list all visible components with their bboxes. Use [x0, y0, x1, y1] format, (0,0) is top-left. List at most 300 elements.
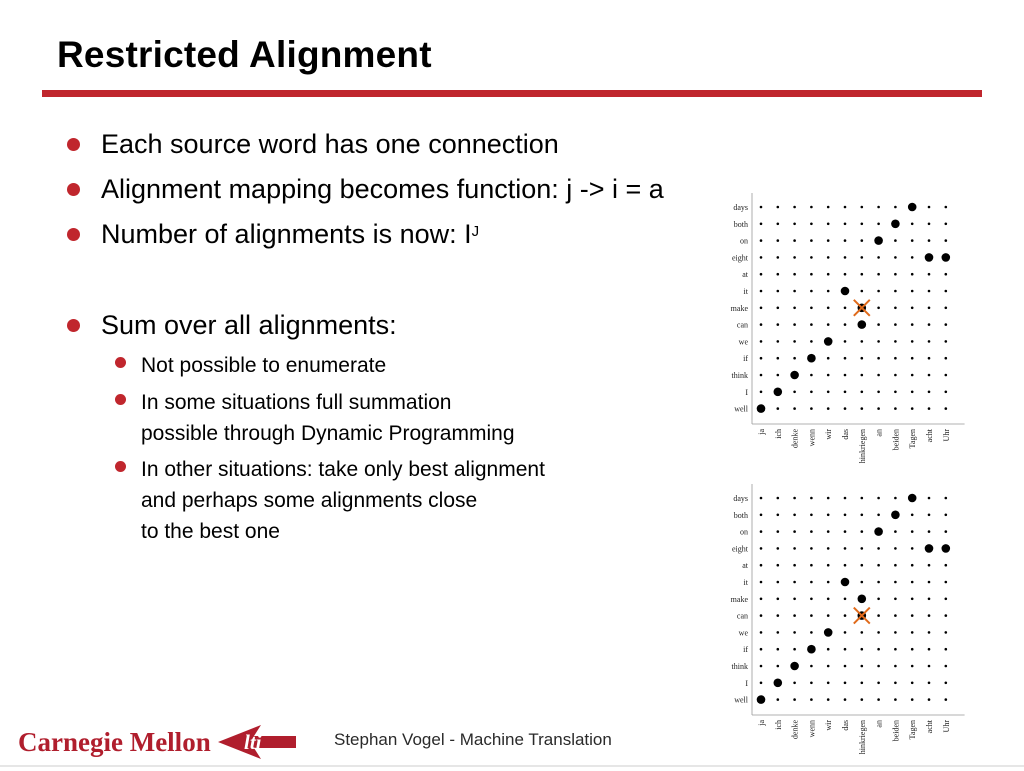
- grid-dot: [877, 206, 880, 209]
- source-word-label: wenn: [807, 429, 817, 447]
- grid-dot: [827, 206, 830, 209]
- grid-dot: [928, 223, 931, 226]
- bullet-dot-icon: [115, 394, 126, 405]
- bullet-text: Alignment mapping becomes function: j -> i = a: [101, 174, 664, 204]
- grid-dot: [777, 273, 780, 276]
- source-word-label: ja: [757, 720, 766, 726]
- grid-dot: [945, 290, 948, 293]
- grid-dot: [827, 530, 830, 533]
- grid-dot: [894, 581, 897, 584]
- grid-dot: [827, 497, 830, 500]
- grid-dot: [810, 206, 813, 209]
- alignment-matrix: [704, 193, 966, 475]
- target-word-label: can: [736, 320, 748, 330]
- alignment-matrix: [704, 484, 966, 766]
- grid-dot: [945, 323, 948, 326]
- grid-dot: [777, 648, 780, 651]
- grid-dot: [877, 698, 880, 701]
- grid-dot: [945, 648, 948, 651]
- target-word-label: both: [733, 510, 748, 520]
- grid-dot: [945, 273, 948, 276]
- source-word-label: ich: [773, 720, 783, 730]
- target-word-label: make: [730, 303, 748, 313]
- grid-dot: [877, 665, 880, 668]
- grid-dot: [760, 665, 763, 668]
- grid-dot: [945, 698, 948, 701]
- alignment-link-dot: [874, 236, 883, 245]
- bullet-item: [67, 173, 664, 206]
- source-word-label: ja: [757, 429, 766, 435]
- grid-dot: [810, 497, 813, 500]
- grid-dot: [911, 290, 914, 293]
- grid-dot: [844, 564, 847, 567]
- grid-dot: [928, 290, 931, 293]
- grid-dot: [827, 323, 830, 326]
- grid-dot: [844, 530, 847, 533]
- grid-dot: [894, 682, 897, 685]
- grid-dot: [894, 698, 897, 701]
- grid-dot: [793, 598, 796, 601]
- grid-dot: [911, 598, 914, 601]
- grid-dot: [911, 547, 914, 550]
- grid-dot: [777, 340, 780, 343]
- bullet-text: Each source word has one connection: [101, 129, 559, 159]
- grid-dot: [928, 648, 931, 651]
- grid-dot: [760, 290, 763, 293]
- grid-dot: [911, 256, 914, 259]
- source-word-label: beiden: [891, 429, 901, 451]
- bullet-text-main: Number of alignments is now: I: [101, 219, 472, 249]
- grid-dot: [844, 340, 847, 343]
- grid-dot: [760, 357, 763, 360]
- target-word-label: if: [743, 354, 748, 364]
- grid-dot: [810, 682, 813, 685]
- grid-dot: [894, 340, 897, 343]
- grid-dot: [877, 323, 880, 326]
- cross-mark-icon: [854, 300, 870, 316]
- grid-dot: [861, 357, 864, 360]
- grid-dot: [877, 391, 880, 394]
- sub-bullet-item: [115, 454, 545, 547]
- grid-dot: [777, 497, 780, 500]
- grid-dot: [928, 323, 931, 326]
- grid-dot: [877, 374, 880, 377]
- grid-dot: [945, 581, 948, 584]
- grid-dot: [911, 273, 914, 276]
- grid-dot: [760, 256, 763, 259]
- source-word-label: acht: [925, 720, 934, 734]
- grid-dot: [861, 374, 864, 377]
- source-word-label: wenn: [807, 720, 817, 738]
- grid-dot: [911, 407, 914, 410]
- source-word-label: Uhr: [941, 720, 951, 733]
- grid-dot: [810, 374, 813, 377]
- grid-dot: [844, 497, 847, 500]
- source-word-label: hinkriegen: [857, 429, 867, 464]
- grid-dot: [911, 514, 914, 517]
- grid-dot: [894, 391, 897, 394]
- grid-dot: [911, 340, 914, 343]
- grid-dot: [861, 530, 864, 533]
- grid-dot: [911, 323, 914, 326]
- grid-dot: [928, 374, 931, 377]
- grid-dot: [827, 223, 830, 226]
- alignment-link-dot: [790, 662, 799, 671]
- grid-dot: [793, 547, 796, 550]
- grid-dot: [793, 340, 796, 343]
- grid-dot: [760, 391, 763, 394]
- target-word-label: make: [730, 594, 748, 604]
- grid-dot: [827, 648, 830, 651]
- grid-dot: [777, 206, 780, 209]
- sub-bullet-item: [115, 350, 386, 381]
- grid-dot: [777, 514, 780, 517]
- grid-dot: [844, 223, 847, 226]
- grid-dot: [894, 665, 897, 668]
- grid-dot: [760, 374, 763, 377]
- alignment-link-dot: [925, 253, 934, 262]
- grid-dot: [777, 256, 780, 259]
- grid-dot: [928, 530, 931, 533]
- grid-dot: [861, 698, 864, 701]
- grid-dot: [945, 340, 948, 343]
- grid-dot: [928, 598, 931, 601]
- grid-dot: [793, 530, 796, 533]
- bullet-superscript: J: [471, 223, 480, 240]
- grid-dot: [928, 698, 931, 701]
- lti-logo-icon: [218, 725, 296, 759]
- grid-dot: [928, 206, 931, 209]
- grid-dot: [760, 631, 763, 634]
- target-word-label: at: [742, 561, 748, 571]
- grid-dot: [861, 239, 864, 242]
- grid-dot: [844, 598, 847, 601]
- grid-dot: [844, 206, 847, 209]
- logo-text: Carnegie Mellon: [18, 727, 211, 757]
- grid-dot: [877, 307, 880, 310]
- target-word-label: think: [731, 371, 748, 380]
- alignment-link-dot: [807, 354, 816, 363]
- grid-dot: [894, 497, 897, 500]
- grid-dot: [793, 307, 796, 310]
- grid-dot: [810, 256, 813, 259]
- bullet-dot-icon: [115, 461, 126, 472]
- grid-dot: [827, 407, 830, 410]
- alignment-link-dot: [807, 645, 816, 654]
- grid-dot: [928, 340, 931, 343]
- grid-dot: [777, 223, 780, 226]
- alignment-link-dot: [824, 337, 833, 346]
- grid-dot: [810, 290, 813, 293]
- grid-dot: [810, 239, 813, 242]
- grid-dot: [827, 514, 830, 517]
- grid-dot: [810, 614, 813, 617]
- grid-dot: [877, 273, 880, 276]
- grid-dot: [827, 307, 830, 310]
- alignment-link-dot: [891, 511, 900, 520]
- grid-dot: [827, 581, 830, 584]
- grid-dot: [827, 665, 830, 668]
- grid-dot: [861, 340, 864, 343]
- grid-dot: [777, 357, 780, 360]
- grid-dot: [877, 407, 880, 410]
- grid-dot: [894, 598, 897, 601]
- bullet-text: Sum over all alignments:: [101, 310, 397, 340]
- grid-dot: [861, 682, 864, 685]
- grid-dot: [877, 614, 880, 617]
- footer-divider: [0, 765, 1024, 767]
- source-word-label: Tagen: [908, 429, 918, 449]
- grid-dot: [911, 239, 914, 242]
- sub-bullet-item: [115, 387, 515, 449]
- grid-dot: [928, 407, 931, 410]
- grid-dot: [810, 223, 813, 226]
- alignment-matrix-figure: [704, 484, 966, 766]
- source-word-label: denke: [790, 720, 800, 740]
- grid-dot: [793, 407, 796, 410]
- source-word-label: das: [841, 720, 850, 731]
- grid-dot: [844, 407, 847, 410]
- grid-dot: [827, 374, 830, 377]
- grid-dot: [760, 273, 763, 276]
- grid-dot: [760, 514, 763, 517]
- grid-dot: [793, 206, 796, 209]
- target-word-label: well: [734, 695, 748, 705]
- grid-dot: [777, 564, 780, 567]
- grid-dot: [928, 614, 931, 617]
- grid-dot: [844, 307, 847, 310]
- alignment-link-dot: [841, 578, 850, 587]
- grid-dot: [894, 631, 897, 634]
- grid-dot: [894, 407, 897, 410]
- grid-dot: [911, 357, 914, 360]
- grid-dot: [861, 665, 864, 668]
- grid-dot: [928, 307, 931, 310]
- grid-dot: [777, 374, 780, 377]
- target-word-label: well: [734, 404, 748, 414]
- grid-dot: [861, 407, 864, 410]
- grid-dot: [793, 564, 796, 567]
- grid-dot: [760, 323, 763, 326]
- grid-dot: [894, 614, 897, 617]
- grid-dot: [911, 307, 914, 310]
- grid-dot: [945, 530, 948, 533]
- grid-dot: [945, 614, 948, 617]
- grid-dot: [793, 391, 796, 394]
- grid-dot: [861, 256, 864, 259]
- target-word-label: we: [738, 628, 748, 638]
- grid-dot: [793, 256, 796, 259]
- alignment-link-dot: [757, 695, 766, 704]
- grid-dot: [861, 631, 864, 634]
- grid-dot: [844, 514, 847, 517]
- sub-bullet-text: In other situations: take only best alignment and perhaps some alignments close to the best one: [141, 458, 545, 543]
- grid-dot: [827, 682, 830, 685]
- grid-dot: [777, 665, 780, 668]
- target-word-label: it: [743, 287, 748, 296]
- lti-logo-text: lti: [244, 730, 262, 754]
- grid-dot: [861, 581, 864, 584]
- source-word-label: acht: [925, 429, 934, 443]
- alignment-link-dot: [908, 494, 917, 503]
- grid-dot: [945, 598, 948, 601]
- grid-dot: [894, 564, 897, 567]
- bullet-item: [67, 309, 397, 342]
- grid-dot: [760, 614, 763, 617]
- grid-dot: [810, 340, 813, 343]
- grid-dot: [911, 631, 914, 634]
- grid-dot: [894, 307, 897, 310]
- alignment-link-dot: [925, 544, 934, 553]
- grid-dot: [760, 239, 763, 242]
- source-word-label: das: [841, 429, 850, 440]
- grid-dot: [777, 698, 780, 701]
- grid-dot: [928, 631, 931, 634]
- grid-dot: [945, 564, 948, 567]
- grid-dot: [928, 514, 931, 517]
- grid-dot: [793, 357, 796, 360]
- grid-dot: [810, 631, 813, 634]
- source-word-label: Uhr: [941, 429, 951, 442]
- alignment-link-dot: [874, 527, 883, 536]
- alignment-link-dot: [790, 371, 799, 380]
- grid-dot: [777, 407, 780, 410]
- grid-dot: [894, 256, 897, 259]
- grid-dot: [844, 665, 847, 668]
- grid-dot: [945, 374, 948, 377]
- alignment-link-dot: [841, 287, 850, 296]
- source-word-label: ich: [773, 429, 783, 439]
- grid-dot: [877, 256, 880, 259]
- grid-dot: [928, 239, 931, 242]
- grid-dot: [810, 665, 813, 668]
- alignment-matrix-figure: [704, 193, 966, 475]
- grid-dot: [844, 273, 847, 276]
- grid-dot: [877, 581, 880, 584]
- grid-dot: [810, 530, 813, 533]
- grid-dot: [911, 581, 914, 584]
- grid-dot: [777, 307, 780, 310]
- grid-dot: [827, 239, 830, 242]
- grid-dot: [844, 682, 847, 685]
- bullet-dot-icon: [67, 228, 80, 241]
- grid-dot: [827, 273, 830, 276]
- grid-dot: [861, 290, 864, 293]
- grid-dot: [760, 223, 763, 226]
- grid-dot: [844, 239, 847, 242]
- grid-dot: [861, 223, 864, 226]
- grid-dot: [844, 614, 847, 617]
- grid-dot: [793, 323, 796, 326]
- alignment-link-dot: [774, 679, 783, 688]
- grid-dot: [877, 648, 880, 651]
- target-word-label: both: [733, 219, 748, 229]
- grid-dot: [844, 357, 847, 360]
- grid-dot: [810, 698, 813, 701]
- grid-dot: [793, 631, 796, 634]
- grid-dot: [810, 564, 813, 567]
- grid-dot: [877, 290, 880, 293]
- grid-dot: [945, 357, 948, 360]
- grid-dot: [810, 598, 813, 601]
- target-word-label: if: [743, 645, 748, 655]
- grid-dot: [894, 290, 897, 293]
- grid-dot: [810, 323, 813, 326]
- alignment-link-dot: [858, 320, 867, 329]
- alignment-link-dot: [942, 544, 951, 553]
- grid-dot: [777, 239, 780, 242]
- grid-dot: [827, 598, 830, 601]
- grid-dot: [928, 497, 931, 500]
- grid-dot: [894, 206, 897, 209]
- grid-dot: [760, 530, 763, 533]
- grid-dot: [810, 407, 813, 410]
- grid-dot: [810, 391, 813, 394]
- grid-dot: [928, 665, 931, 668]
- target-word-label: it: [743, 578, 748, 587]
- grid-dot: [760, 206, 763, 209]
- grid-dot: [911, 530, 914, 533]
- grid-dot: [793, 239, 796, 242]
- grid-dot: [861, 547, 864, 550]
- grid-dot: [877, 564, 880, 567]
- grid-dot: [777, 598, 780, 601]
- grid-dot: [827, 391, 830, 394]
- grid-dot: [861, 497, 864, 500]
- grid-dot: [760, 340, 763, 343]
- grid-dot: [793, 682, 796, 685]
- grid-dot: [894, 648, 897, 651]
- alignment-link-dot: [824, 628, 833, 637]
- grid-dot: [793, 648, 796, 651]
- alignment-link-dot: [891, 220, 900, 229]
- grid-dot: [928, 564, 931, 567]
- source-word-label: an: [874, 720, 884, 728]
- target-word-label: at: [742, 270, 748, 280]
- grid-dot: [844, 547, 847, 550]
- grid-dot: [827, 614, 830, 617]
- target-word-label: I: [745, 678, 748, 688]
- grid-dot: [760, 598, 763, 601]
- grid-dot: [861, 206, 864, 209]
- bullet-dot-icon: [67, 319, 80, 332]
- grid-dot: [760, 581, 763, 584]
- grid-dot: [777, 290, 780, 293]
- grid-dot: [810, 273, 813, 276]
- source-word-label: denke: [790, 429, 800, 449]
- target-word-label: think: [731, 662, 748, 671]
- grid-dot: [793, 514, 796, 517]
- target-word-label: days: [733, 494, 748, 503]
- grid-dot: [928, 682, 931, 685]
- grid-dot: [861, 648, 864, 651]
- grid-dot: [928, 357, 931, 360]
- grid-dot: [844, 631, 847, 634]
- grid-dot: [945, 514, 948, 517]
- grid-dot: [911, 665, 914, 668]
- grid-dot: [777, 581, 780, 584]
- target-word-label: on: [740, 236, 748, 246]
- cross-mark-icon: [854, 608, 870, 624]
- grid-dot: [793, 581, 796, 584]
- alignment-link-dot: [774, 388, 783, 397]
- grid-dot: [877, 223, 880, 226]
- grid-dot: [877, 514, 880, 517]
- grid-dot: [844, 323, 847, 326]
- grid-dot: [827, 547, 830, 550]
- grid-dot: [911, 614, 914, 617]
- grid-dot: [894, 323, 897, 326]
